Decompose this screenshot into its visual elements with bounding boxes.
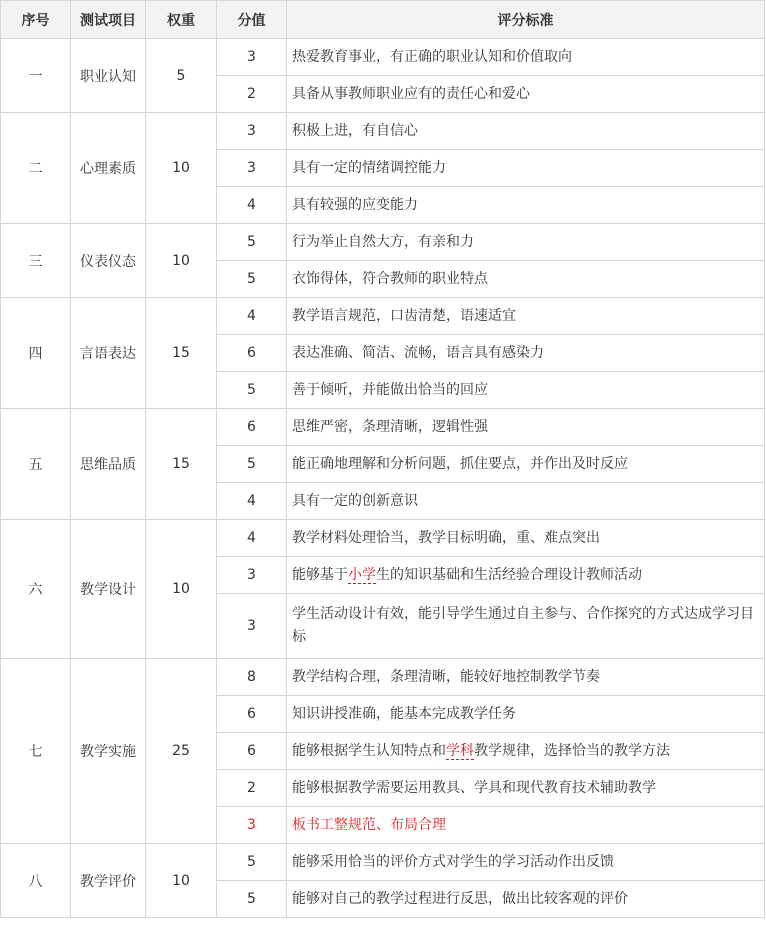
row-score: 4: [217, 298, 287, 335]
row-score: 3: [217, 150, 287, 187]
row-criteria: [287, 557, 765, 594]
row-score: 5: [217, 224, 287, 261]
row-score: 5: [217, 844, 287, 881]
header-no: 序号: [1, 1, 71, 39]
row-criteria: 行为举止自然大方，有亲和力: [287, 224, 765, 261]
group-weight: 15: [146, 298, 217, 409]
group-number: 五: [1, 409, 71, 520]
row-criteria: 板书工整规范、布局合理: [287, 807, 765, 844]
row-score: 3: [217, 113, 287, 150]
row-score: 6: [217, 733, 287, 770]
criteria-text: 生的知识基础和生活经验合理设计教师活动: [376, 566, 642, 583]
row-criteria: 具有一定的创新意识: [287, 483, 765, 520]
group-number: 二: [1, 113, 71, 224]
table-row: [1, 298, 765, 335]
group-number: 八: [1, 844, 71, 918]
table-row: [1, 520, 765, 557]
group-item: 思维品质: [71, 409, 146, 520]
table-row: [1, 844, 765, 881]
group-item: 言语表达: [71, 298, 146, 409]
row-criteria: 衣饰得体，符合教师的职业特点: [287, 261, 765, 298]
row-score: 6: [217, 696, 287, 733]
highlighted-keyword: 学科: [446, 742, 474, 759]
row-criteria: 能正确地理解和分析问题，抓住要点，并作出及时反应: [287, 446, 765, 483]
group-weight: 10: [146, 844, 217, 918]
group-item: 职业认知: [71, 39, 146, 113]
row-score: 5: [217, 261, 287, 298]
row-score: 3: [217, 807, 287, 844]
row-score: 8: [217, 659, 287, 696]
group-number: 七: [1, 659, 71, 844]
header-criteria: 评分标准: [287, 1, 765, 39]
group-number: 一: [1, 39, 71, 113]
group-weight: 25: [146, 659, 217, 844]
row-criteria: 教学结构合理，条理清晰，能较好地控制教学节奏: [287, 659, 765, 696]
highlighted-keyword: 小学: [348, 566, 376, 583]
row-criteria: 具备从事教师职业应有的责任心和爱心: [287, 76, 765, 113]
group-item: 教学评价: [71, 844, 146, 918]
row-criteria: 积极上进，有自信心: [287, 113, 765, 150]
row-score: 4: [217, 520, 287, 557]
group-number: 四: [1, 298, 71, 409]
group-item: 教学实施: [71, 659, 146, 844]
row-score: 6: [217, 335, 287, 372]
row-criteria: 能够根据教学需要运用教具、学具和现代教育技术辅助教学: [287, 770, 765, 807]
group-weight: 10: [146, 113, 217, 224]
group-item: 教学设计: [71, 520, 146, 659]
row-score: 2: [217, 76, 287, 113]
criteria-text: 能够根据学生认知特点和: [292, 742, 446, 759]
table-row: [1, 659, 765, 696]
row-criteria: 表达准确、简洁、流畅，语言具有感染力: [287, 335, 765, 372]
group-weight: 10: [146, 520, 217, 659]
row-score: 3: [217, 557, 287, 594]
row-criteria: 思维严密，条理清晰，逻辑性强: [287, 409, 765, 446]
header-item: 测试项目: [71, 1, 146, 39]
table-row: [1, 39, 765, 76]
group-weight: 15: [146, 409, 217, 520]
group-weight: 10: [146, 224, 217, 298]
row-score: 4: [217, 187, 287, 224]
row-score: 5: [217, 881, 287, 918]
row-criteria: 教学材料处理恰当，教学目标明确，重、难点突出: [287, 520, 765, 557]
header-score: 分值: [217, 1, 287, 39]
table-row: [1, 224, 765, 261]
row-criteria: 教学语言规范，口齿清楚，语速适宜: [287, 298, 765, 335]
row-criteria: 善于倾听，并能做出恰当的回应: [287, 372, 765, 409]
row-criteria: 具有较强的应变能力: [287, 187, 765, 224]
criteria-text: 教学规律，选择恰当的教学方法: [474, 742, 670, 759]
header-row: [1, 1, 765, 39]
row-criteria: 热爱教育事业，有正确的职业认知和价值取向: [287, 39, 765, 76]
group-item: 仪表仪态: [71, 224, 146, 298]
group-weight: 5: [146, 39, 217, 113]
row-criteria: 知识讲授准确，能基本完成教学任务: [287, 696, 765, 733]
row-criteria: 具有一定的情绪调控能力: [287, 150, 765, 187]
header-weight: 权重: [146, 1, 217, 39]
row-score: 4: [217, 483, 287, 520]
row-score: 5: [217, 446, 287, 483]
row-criteria: [287, 733, 765, 770]
row-criteria: 能够采用恰当的评价方式对学生的学习活动作出反馈: [287, 844, 765, 881]
row-criteria: 学生活动设计有效，能引导学生通过自主参与、合作探究的方式达成学习目标: [287, 594, 765, 659]
row-score: 3: [217, 594, 287, 659]
row-score: 5: [217, 372, 287, 409]
row-criteria: 能够对自己的教学过程进行反思，做出比较客观的评价: [287, 881, 765, 918]
row-score: 6: [217, 409, 287, 446]
group-number: 六: [1, 520, 71, 659]
table-row: [1, 113, 765, 150]
group-number: 三: [1, 224, 71, 298]
criteria-text: 能够基于: [292, 566, 348, 583]
table-row: [1, 409, 765, 446]
row-score: 3: [217, 39, 287, 76]
row-score: 2: [217, 770, 287, 807]
group-item: 心理素质: [71, 113, 146, 224]
